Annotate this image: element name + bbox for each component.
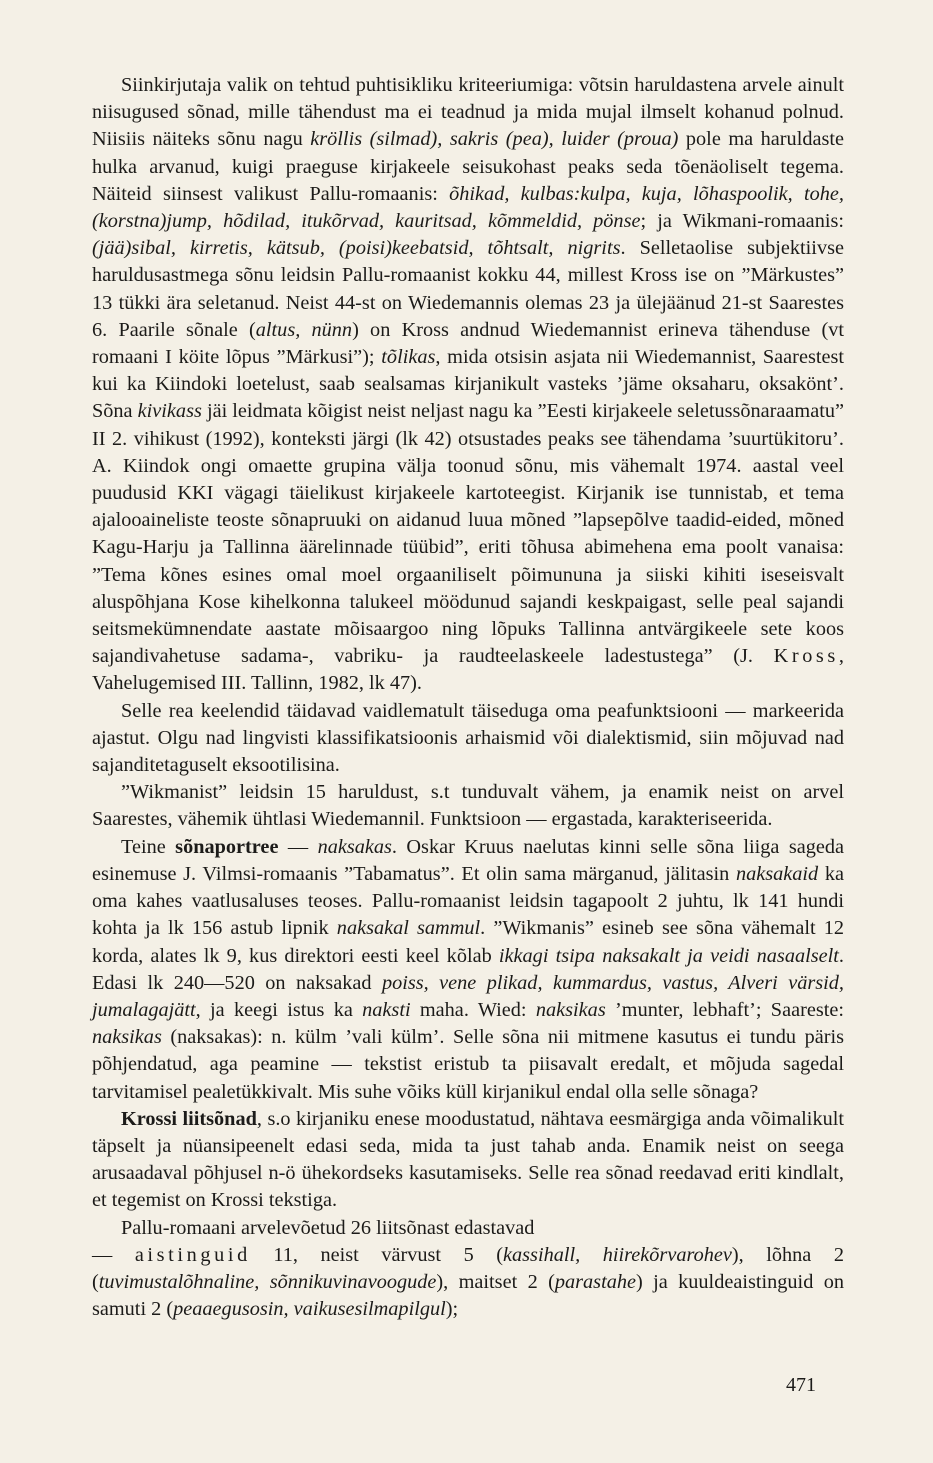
page-number: 471 (786, 1374, 816, 1396)
paragraph: Teine sõnaportree — naksakas. Oskar Kruus naelutas kinni selle sõna liiga sageda esinemuse J. Vilmsi-romaanis ”Tabamatus”. Et olin sama märganud, jälitasin naksakaid ka oma kahes vaatlusaluses teoses. Pallu-romaanist leidsin tagapoolt 2 juhtu, lk 141 hundi kohta ja lk 156 astub lipnik naksakal sammul. ”Wikmanis” esineb see sõna vähemalt 12 korda, alates lk 9, kus direktori eesti keel kõlab ikkagi tsipa naksakalt ja veidi nasaalselt. Edasi lk 240—520 on naksakad poiss, vene plikad, kummardus, vastus, Alveri värsid, jumalagajätt, ja keegi istus ka naksti maha. Wied: naksikas ’munter, lebhaft’; Saareste: naksikas (naksakas): n. külm ’vali külm’. Selle sõna nii mitmene kasutus ei tundu päris põhjendatud, aga peamine — tekstist eristub ta piisavalt eredalt, et mõjuda sagedal tarvitamisel pealetükkivalt. Mis suhe võiks küll kirjanikul endal olla selle sõnaga? (92, 835, 845, 1103)
paragraph: Pallu-romaani arvelevõetud 26 liitsõnast edastavad (121, 1216, 535, 1239)
paragraph: Krossi liitsõnad, s.o kirjaniku enese moodustatud, nähtava eesmärgiga anda võimalikult täpselt ja nüansipeenelt edasi seda, mida ta just tahab anda. Enamik neist on seega arusaadaval põhjusel n-ö ühekordseks kasutamiseks. Selle rea sõnad reedavad eriti kindlalt, et tegemist on Krossi tekstiga. (92, 1107, 844, 1212)
paragraph: — aistinguid 11, neist värvust 5 (kassihall, hiirekõrvarohev), lõhna 2 (tuvimustalõhnaline, sõnnikuvinavoogude), maitset 2 (parastahe) ja kuuldeaistinguid on samuti 2 (peaaegusosin, vaikusesilmapilgul); (92, 1243, 844, 1321)
paragraph: ”Wikmanist” leidsin 15 haruldust, s.t tunduvalt vähem, ja enamik neist on arvel Saarestes, vähemik ühtlasi Wiedemannil. Funktsioon — ergastada, karakteriseerida. (92, 781, 844, 831)
paragraph: Selle rea keelendid täidavad vaidlematult täiseduga oma peafunktsiooni — markeerida ajastut. Olgu nad lingvisti klassifikatsioonis arhaismid või dialektismid, siin mõjuvad nad sajanditetaguselt eksootilisina. (92, 699, 844, 777)
body-text (92, 72, 844, 1323)
paragraph: Siinkirjutaja valik on tehtud puhtisikliku kriteeriumiga: võtsin haruldastena arvele ainult niisugused sõnad, mille tähendust ma ei teadnud ja mida mujal ilmselt kohanud polnud. Niisiis näiteks sõnu nagu kröllis (silmad), sakris (pea), luider (proua) pole ma haruldaste hulka arvanud, kuigi praeguse kirjakeele seisukohast peaks seda tõenäoliselt tegema. Näiteid siinsest valikust Pallu-romaanis: õhikad, kulbas:kulpa, kuja, lõhaspoolik, tohe, (korstna)jump, hõdilad, itukõrvad, kauritsad, kõmmeldid, pönse; ja Wikmani-romaanis: (jää)sibal, kirretis, kätsub, (poisi)keebatsid, tõhtsalt, nigrits. Selletaolise subjektiivse haruldusastmega sõnu leidsin Pallu-romaanist kokku 44, millest Kross ise on ”Märkustes” 13 tükki ära seletanud. Neist 44-st on Wiedemannis olemas 23 ja ülejäänud 21-st Saarestes 6. Paarile sõnale (altus, nünn) on Kross andnud Wiedemannist erineva tähenduse (vt romaani I köite lõpus ”Märkusi”); tõlikas, mida otsisin asjata nii Wiedemannist, Saarestest kui ka Kiindoki loetelust, saab sealsamas kirjanikult vasteks ’jäme oksaharu, oksakönt’. Sõna kivikass jäi leidmata kõigist neist neljast nagu ka ”Eesti kirjakeele seletussõnaraamatu” II 2. vihikust (1992), konteksti järgi (lk 42) otsustades peaks see tähendama ’suurtükitoru’. A. Kiindok ongi omaette grupina välja toonud sõnu, mis vähemalt 1974. aastal veel puudusid KKI vägagi täielikust kirjakeele kartoteegist. Kirjanik ise tunnistab, et tema ajalooaineliste teoste sõnapruuki on aidanud luua mõned ”lapsepõlve taadid-eided, mõned Kagu-Harju ja Tallinna äärelinnade tüübid”, eriti tõhusa abimehena ema poolt vanaisa: ”Tema kõnes esines omal moel orgaaniliselt põimununa ja siiski kihiti iseseisvalt aluspõhjana Kose kihelkonna talukeel möödunud sajandi keskpaigast, selle peal sajandi seitsmekümnendate aastate mõisaargoo ning lõpuks Tallinna antvärgikeele sete koos sajandivahetuse sadama-, vabriku- ja raudteelaskeele ladestustega” (J. Kross, Vahelugemised III. Tallinn, 1982, lk 47). (92, 74, 845, 695)
